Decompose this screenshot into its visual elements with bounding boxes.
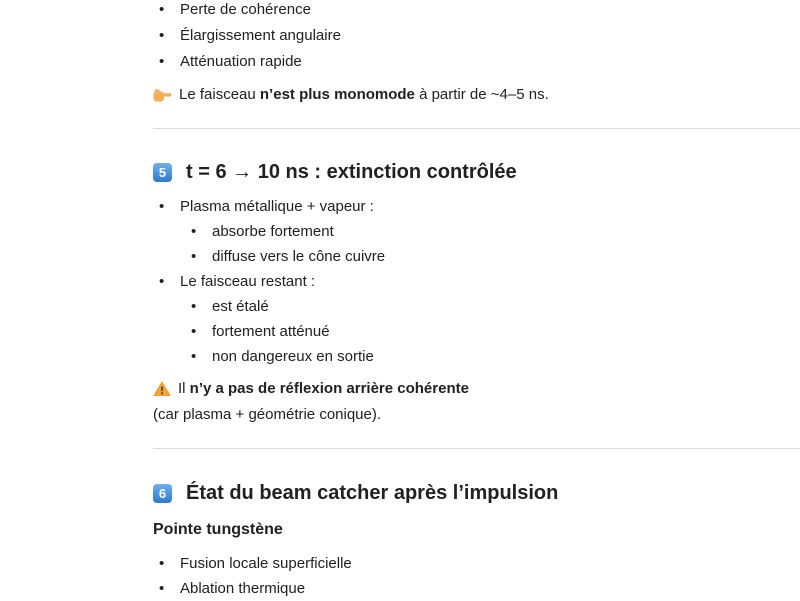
list-item-text: Plasma métallique + vapeur : [180,198,374,215]
warning-line2-text: (car plasma + géométrie conique). [153,406,382,423]
list-item-text: Fusion locale superficielle [180,555,352,572]
keycap-6-icon: 6 [153,484,172,503]
list-item-nested [153,344,800,369]
list-item-text: fortement atténué [212,323,330,340]
list-item-text: Atténuation rapide [180,53,302,70]
section6-bullet-list [153,551,800,601]
section5-title: t = 6 → 10 ns : extinction contrôlée [186,161,517,183]
note-text [179,84,549,106]
list-item-nested [153,244,800,269]
subheading-pointe-tungstene [153,521,800,538]
list-item-text: Le faisceau restant : [180,273,316,290]
list-item-text: absorbe fortement [212,223,334,240]
list-item [153,551,800,576]
list-item-text: Perte de cohérence [180,1,311,18]
section6-heading [153,480,800,507]
warning-line2 [153,402,800,427]
warning-pre: Il [178,380,190,397]
list-item [153,49,800,75]
list-item-text: non dangereux en sortie [212,348,374,365]
warning-bold: n’y a pas de réflexion arrière cohérente [189,380,469,397]
list-item [153,0,800,23]
section5-heading [153,159,800,186]
list-item-nested [153,219,800,244]
list-item [153,23,800,49]
list-item [153,269,800,294]
subheading-text: Pointe tungstène [153,521,283,538]
warning-icon [153,381,171,397]
list-item-text: Élargissement angulaire [180,27,341,44]
note-bold: n’est plus monomode [259,86,415,103]
keycap-5-icon: 5 [153,163,172,182]
list-item-text: Ablation thermique [180,580,306,597]
note-pre: Le faisceau [179,86,260,103]
list-item-text: diffuse vers le cône cuivre [212,248,386,265]
list-item-nested [153,319,800,344]
section6-title: État du beam catcher après l’impulsion [186,482,559,504]
list-item [153,194,800,219]
section5-bullet-list [153,194,800,369]
warning-note [153,380,800,398]
monomode-note [153,84,800,106]
section-divider [153,128,800,129]
section-divider [153,448,800,449]
list-item-nested [153,294,800,319]
pointing-right-icon [153,87,172,103]
intro-bullet-list [153,0,800,75]
note-post: à partir de ~4–5 ns. [414,86,549,103]
list-item-text: est étalé [212,298,269,315]
list-item [153,576,800,601]
warning-text [178,380,469,398]
